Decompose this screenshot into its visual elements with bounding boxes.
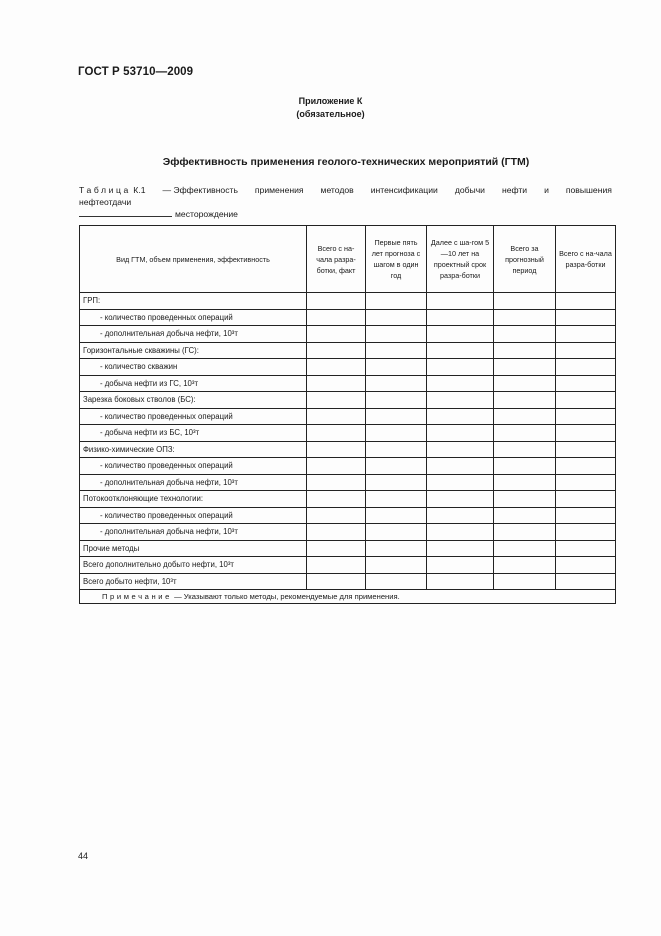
value-cell[interactable]	[366, 309, 427, 326]
row-label: - дополнительная добыча нефти, 10³т	[80, 474, 307, 491]
value-cell[interactable]	[307, 392, 366, 409]
value-cell[interactable]	[494, 392, 556, 409]
value-cell[interactable]	[366, 507, 427, 524]
value-cell[interactable]	[556, 524, 616, 541]
value-cell[interactable]	[556, 293, 616, 310]
gtm-efficiency-table	[79, 225, 616, 604]
value-cell[interactable]	[556, 375, 616, 392]
value-cell[interactable]	[366, 326, 427, 343]
row-label: - количество проведенных операций	[80, 507, 307, 524]
value-cell[interactable]	[494, 573, 556, 590]
value-cell[interactable]	[366, 573, 427, 590]
value-cell[interactable]	[494, 540, 556, 557]
value-cell[interactable]	[307, 408, 366, 425]
table-row	[80, 524, 616, 541]
value-cell[interactable]	[494, 326, 556, 343]
row-label: Всего добыто нефти, 10³т	[80, 573, 307, 590]
table-row	[80, 425, 616, 442]
document-title: Эффективность применения геолого-технических мероприятий (ГТМ)	[162, 156, 530, 168]
row-label: Зарезка боковых стволов (БС):	[80, 392, 307, 409]
table-row	[80, 342, 616, 359]
table-row	[80, 293, 616, 310]
table-row	[80, 474, 616, 491]
table-row	[80, 507, 616, 524]
value-cell[interactable]	[307, 309, 366, 326]
row-label: ГРП:	[80, 293, 307, 310]
value-cell[interactable]	[494, 359, 556, 376]
value-cell[interactable]	[494, 524, 556, 541]
value-cell[interactable]	[494, 458, 556, 475]
value-cell[interactable]	[307, 293, 366, 310]
value-cell[interactable]	[427, 326, 494, 343]
table-caption-word: интенсификации	[370, 185, 438, 195]
value-cell[interactable]	[494, 375, 556, 392]
row-label: - добыча нефти из БС, 10³т	[80, 425, 307, 442]
value-cell[interactable]	[427, 441, 494, 458]
row-label: - дополнительная добыча нефти, 10³т	[80, 524, 307, 541]
value-cell[interactable]	[494, 342, 556, 359]
value-cell[interactable]	[556, 359, 616, 376]
value-cell[interactable]	[556, 326, 616, 343]
value-cell[interactable]	[366, 342, 427, 359]
table-caption	[79, 184, 612, 208]
table-row	[80, 375, 616, 392]
value-cell[interactable]	[307, 474, 366, 491]
value-cell[interactable]	[556, 557, 616, 574]
value-cell[interactable]	[494, 408, 556, 425]
note-text: — Указывают только методы, рекомендуемые для применения.	[171, 592, 400, 601]
row-label: - количество проведенных операций	[80, 408, 307, 425]
value-cell[interactable]	[427, 392, 494, 409]
value-cell[interactable]	[427, 293, 494, 310]
value-cell[interactable]	[427, 491, 494, 508]
value-cell[interactable]	[556, 342, 616, 359]
value-cell[interactable]	[556, 408, 616, 425]
row-label: Потокоотклоняющие технологии:	[80, 491, 307, 508]
value-cell[interactable]	[494, 474, 556, 491]
standard-code: ГОСТ Р 53710—2009	[78, 66, 194, 78]
value-cell[interactable]	[427, 540, 494, 557]
value-cell[interactable]	[307, 540, 366, 557]
table-caption-line-2: нефтеотдачи	[79, 197, 132, 207]
value-cell[interactable]	[307, 573, 366, 590]
table-caption-word: нефти	[501, 185, 528, 195]
value-cell[interactable]	[366, 474, 427, 491]
table-row	[80, 441, 616, 458]
value-cell[interactable]	[427, 425, 494, 442]
value-cell[interactable]	[427, 507, 494, 524]
value-cell[interactable]	[556, 507, 616, 524]
field-name-blank[interactable]	[79, 207, 172, 217]
header-cell: Первые пять лет прогноза с шагом в один год	[366, 226, 427, 293]
table-caption-line-1	[79, 184, 612, 196]
value-cell[interactable]	[494, 507, 556, 524]
value-cell[interactable]	[307, 441, 366, 458]
row-label: Физико-химические ОПЗ:	[80, 441, 307, 458]
value-cell[interactable]	[556, 309, 616, 326]
table-note	[80, 590, 616, 604]
value-cell[interactable]	[556, 441, 616, 458]
table-row	[80, 557, 616, 574]
value-cell[interactable]	[366, 458, 427, 475]
value-cell[interactable]	[556, 425, 616, 442]
table-row	[80, 458, 616, 475]
value-cell[interactable]	[556, 491, 616, 508]
value-cell[interactable]	[366, 425, 427, 442]
value-cell[interactable]	[307, 326, 366, 343]
field-name-line	[79, 207, 238, 219]
value-cell[interactable]	[307, 491, 366, 508]
row-label: Прочие методы	[80, 540, 307, 557]
table-note-row	[80, 590, 616, 604]
note-label: Примечание	[102, 592, 172, 601]
value-cell[interactable]	[427, 375, 494, 392]
value-cell[interactable]	[556, 540, 616, 557]
table-caption-word: применения	[254, 185, 304, 195]
value-cell[interactable]	[366, 359, 427, 376]
value-cell[interactable]	[427, 557, 494, 574]
value-cell[interactable]	[307, 458, 366, 475]
value-cell[interactable]	[427, 309, 494, 326]
value-cell[interactable]	[494, 441, 556, 458]
table-caption-prefix: Таблица	[79, 185, 131, 195]
row-label: - дополнительная добыча нефти, 10³т	[80, 326, 307, 343]
value-cell[interactable]	[427, 359, 494, 376]
header-cell: Всего с на-чала разра-ботки, факт	[307, 226, 366, 293]
value-cell[interactable]	[307, 507, 366, 524]
value-cell[interactable]	[366, 540, 427, 557]
table-caption-word: — Эффективность	[162, 185, 238, 195]
value-cell[interactable]	[494, 309, 556, 326]
table-row	[80, 540, 616, 557]
table-caption-word: и	[544, 185, 549, 195]
value-cell[interactable]	[556, 392, 616, 409]
table-row	[80, 309, 616, 326]
table-row	[80, 491, 616, 508]
table-row	[80, 359, 616, 376]
row-label: - количество проведенных операций	[80, 309, 307, 326]
value-cell[interactable]	[494, 293, 556, 310]
value-cell[interactable]	[366, 491, 427, 508]
value-cell[interactable]	[427, 573, 494, 590]
row-label: Всего дополнительно добыто нефти, 10³т	[80, 557, 307, 574]
table-caption-number: К.1	[133, 185, 146, 195]
value-cell[interactable]	[427, 524, 494, 541]
value-cell[interactable]	[494, 425, 556, 442]
header-cell: Всего с на-чала разра-ботки	[556, 226, 616, 293]
header-cell: Всего за прогнозный период	[494, 226, 556, 293]
annex-status: (обязательное)	[296, 109, 365, 119]
value-cell[interactable]	[366, 441, 427, 458]
value-cell[interactable]	[366, 557, 427, 574]
field-name-label: месторождение	[175, 209, 238, 219]
value-cell[interactable]	[366, 524, 427, 541]
header-cell: Вид ГТМ, объем применения, эффективность	[80, 226, 307, 293]
value-cell[interactable]	[307, 425, 366, 442]
value-cell[interactable]	[556, 474, 616, 491]
table-caption-word: методов	[320, 185, 354, 195]
row-label: - количество проведенных операций	[80, 458, 307, 475]
value-cell[interactable]	[307, 359, 366, 376]
value-cell[interactable]	[556, 573, 616, 590]
table-body	[80, 293, 616, 590]
value-cell[interactable]	[307, 557, 366, 574]
value-cell[interactable]	[427, 342, 494, 359]
table-row	[80, 408, 616, 425]
table-caption-label	[79, 184, 145, 196]
table-header-row	[80, 226, 616, 293]
value-cell[interactable]	[494, 557, 556, 574]
value-cell[interactable]	[366, 293, 427, 310]
value-cell[interactable]	[427, 458, 494, 475]
value-cell[interactable]	[556, 458, 616, 475]
table-row	[80, 326, 616, 343]
annex-title: Приложение К	[298, 96, 363, 106]
value-cell[interactable]	[366, 392, 427, 409]
table-row	[80, 392, 616, 409]
row-label: - количество скважин	[80, 359, 307, 376]
value-cell[interactable]	[307, 342, 366, 359]
header-cell: Далее с ша-гом 5—10 лет на проектный срок разра-ботки	[427, 226, 494, 293]
value-cell[interactable]	[307, 524, 366, 541]
table-caption-word: добычи	[454, 185, 485, 195]
table-row	[80, 573, 616, 590]
table-caption-word: повышения	[565, 185, 612, 195]
row-label: Горизонтальные скважины (ГС):	[80, 342, 307, 359]
value-cell[interactable]	[366, 375, 427, 392]
row-label: - добыча нефти из ГС, 10³т	[80, 375, 307, 392]
page-number: 44	[78, 851, 89, 861]
value-cell[interactable]	[427, 408, 494, 425]
value-cell[interactable]	[427, 474, 494, 491]
value-cell[interactable]	[307, 375, 366, 392]
value-cell[interactable]	[494, 491, 556, 508]
value-cell[interactable]	[366, 408, 427, 425]
